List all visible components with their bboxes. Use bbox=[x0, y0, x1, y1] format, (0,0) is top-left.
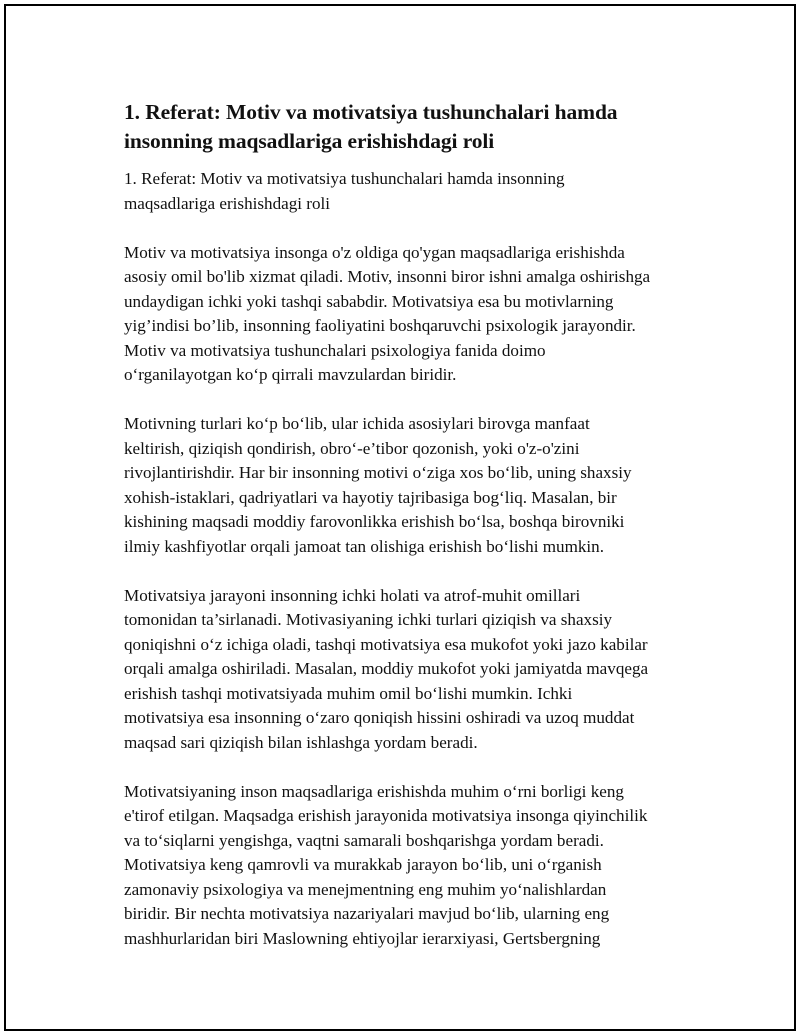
paragraph-line: kishining maqsadi moddiy farovonlikka erishish bo‘lsa, boshqa birovniki bbox=[124, 512, 625, 531]
paragraph-line: Motivning turlari ko‘p bo‘lib, ular ichida asosiylari birovga manfaat bbox=[124, 414, 590, 433]
paragraph-3 bbox=[124, 584, 724, 756]
paragraph-line: asosiy omil bo'lib xizmat qiladi. Motiv, insonni biror ishni amalga oshirishga bbox=[124, 267, 651, 286]
paragraph-line: motivatsiya esa insonning o‘zaro qoniqish hissini oshiradi va uzoq muddat bbox=[124, 708, 635, 727]
title-line: 1. Referat: Motiv va motivatsiya tushunchalari hamda bbox=[124, 100, 618, 124]
paragraph-line: zamonaviy psixologiya va menejmentning eng muhim yo‘nalishlardan bbox=[124, 879, 607, 899]
paragraph-line: o‘rganilayotgan ko‘p qirrali mavzulardan biridir. bbox=[124, 365, 457, 384]
paragraph-line: tomonidan ta’sirlanadi. Motivasiyaning ichki turlari qiziqish va shaxsiy bbox=[124, 610, 613, 629]
paragraph-line: e'tirof etilgan. Maqsadga erishish jarayonida motivatsiya insonga qiyinchilik bbox=[124, 806, 648, 825]
paragraph-line: ilmiy kashfiyotlar orqali jamoat tan olishiga erishish bo‘lishi mumkin. bbox=[124, 536, 604, 556]
paragraph-line: maqsad sari qiziqish bilan ishlashga yordam beradi. bbox=[124, 732, 478, 752]
document-body bbox=[124, 98, 724, 951]
paragraph-line: keltirish, qiziqish qondirish, obro‘-e’tibor qozonish, yoki o'z-o'zini bbox=[124, 438, 580, 458]
paragraph-1 bbox=[124, 241, 724, 388]
paragraph-line: Motiv va motivatsiya insonga o'z oldiga qo'ygan maqsadlariga erishishda bbox=[124, 242, 625, 262]
paragraph-line: Motiv va motivatsiya tushunchalari psixologiya fanida doimo bbox=[124, 340, 546, 360]
paragraph-line: biridir. Bir nechta motivatsiya nazariyalari mavjud bo‘lib, ularning eng bbox=[124, 904, 610, 923]
subtitle-line: 1. Referat: Motiv va motivatsiya tushunchalari hamda insonning bbox=[124, 169, 565, 188]
paragraph-line: va to‘siqlarni yengishga, vaqtni samarali boshqarishga yordam beradi. bbox=[124, 830, 604, 850]
paragraph-2 bbox=[124, 412, 724, 559]
paragraph-line: undaydigan ichki yoki tashqi sababdir. Motivatsiya esa bu motivlarning bbox=[124, 291, 614, 311]
title-line: insonning maqsadlariga erishishdagi roli bbox=[124, 129, 495, 153]
paragraph-line: orqali amalga oshiriladi. Masalan, moddiy mukofot yoki jamiyatda mavqega bbox=[124, 659, 649, 678]
paragraph-line: Motivatsiya jarayoni insonning ichki holati va atrof-muhit omillari bbox=[124, 585, 581, 605]
paragraph-line: erishish tashqi motivatsiyada muhim omil bo‘lishi mumkin. Ichki bbox=[124, 683, 573, 703]
paragraph-line: mashhurlaridan biri Maslowning ehtiyojlar ierarxiyasi, Gertsbergning bbox=[124, 928, 601, 948]
paragraph-line: xohish-istaklari, qadriyatlari va hayotiy tajribasiga bog‘liq. Masalan, bir bbox=[124, 487, 617, 507]
paragraph-4 bbox=[124, 780, 724, 952]
paragraph-line: rivojlantirishdir. Har bir insonning motivi o‘ziga xos bo‘lib, uning shaxsiy bbox=[124, 463, 632, 482]
paragraph-line: Motivatsiya keng qamrovli va murakkab jarayon bo‘lib, uni o‘rganish bbox=[124, 855, 602, 874]
paragraph-line: yig’indisi bo’lib, insonning faoliyatini boshqaruvchi psixologik jarayondir. bbox=[124, 316, 636, 335]
page-frame bbox=[4, 4, 796, 1031]
document-title bbox=[124, 98, 724, 156]
subtitle-line: maqsadlariga erishishdagi roli bbox=[124, 193, 331, 213]
document-subtitle bbox=[124, 167, 724, 216]
paragraph-line: qoniqishni o‘z ichiga oladi, tashqi motivatsiya esa mukofot yoki jazo kabilar bbox=[124, 634, 648, 654]
paragraph-line: Motivatsiyaning inson maqsadlariga erishishda muhim o‘rni borligi keng bbox=[124, 781, 624, 801]
